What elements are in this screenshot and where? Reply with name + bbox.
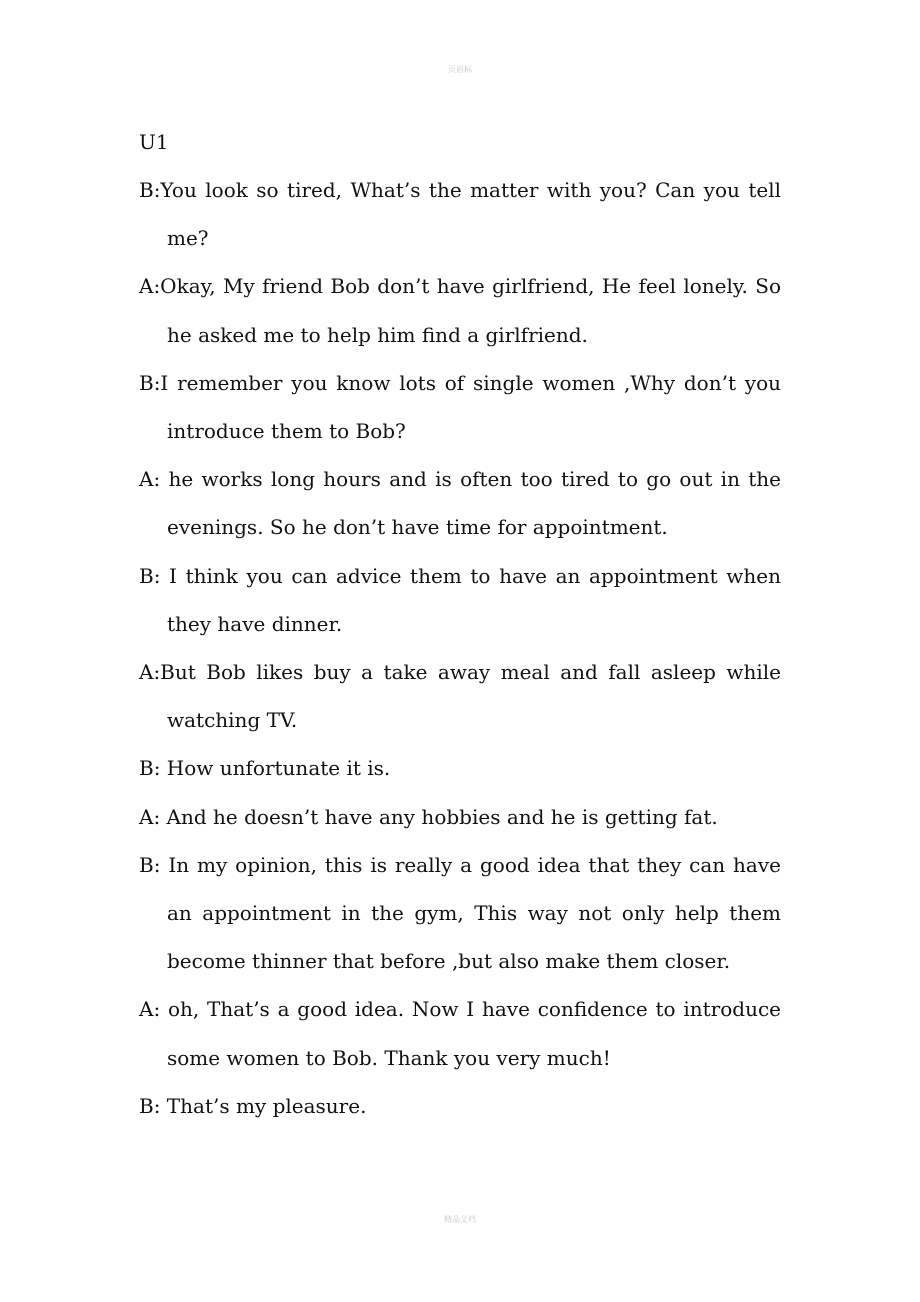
dialogue-line: B: That’s my pleasure. [139,1093,367,1118]
dialogue-line: B: In my opinion, this is really a good idea that they can have an appointment in the gym, This way not only help them become thinner that before ,but also make them closer. [139,852,781,974]
dialogue-line: A: he works long hours and is often too tired to go out in the evenings. So he don’t have time for appointment. [139,467,781,540]
header-watermark: 页眉标 [448,65,472,74]
dialogue-line: A: And he doesn’t have any hobbies and he is getting fat. [139,804,718,829]
dialogue-line: B: How unfortunate it is. [139,756,391,781]
dialogue-line: B:I remember you know lots of single women ,Why don’t you introduce them to Bob? [139,370,781,444]
dialogue-line: B:You look so tired, What’s the matter with you? Can you tell me? [139,178,781,251]
footer-watermark: 精品文档 [444,1215,476,1224]
unit-title: U1 [139,130,169,154]
document-body [139,118,781,1130]
dialogue-line: A: oh, That’s a good idea. Now I have confidence to introduce some women to Bob. Thank you very much! [139,997,781,1070]
dialogue-line: B: I think you can advice them to have an appointment when they have dinner. [139,563,781,636]
dialogue-line: A:But Bob likes buy a take away meal and fall asleep while watching TV. [139,660,781,733]
dialogue-line: A:Okay, My friend Bob don’t have girlfriend, He feel lonely. So he asked me to help him find a girlfriend. [139,274,781,347]
